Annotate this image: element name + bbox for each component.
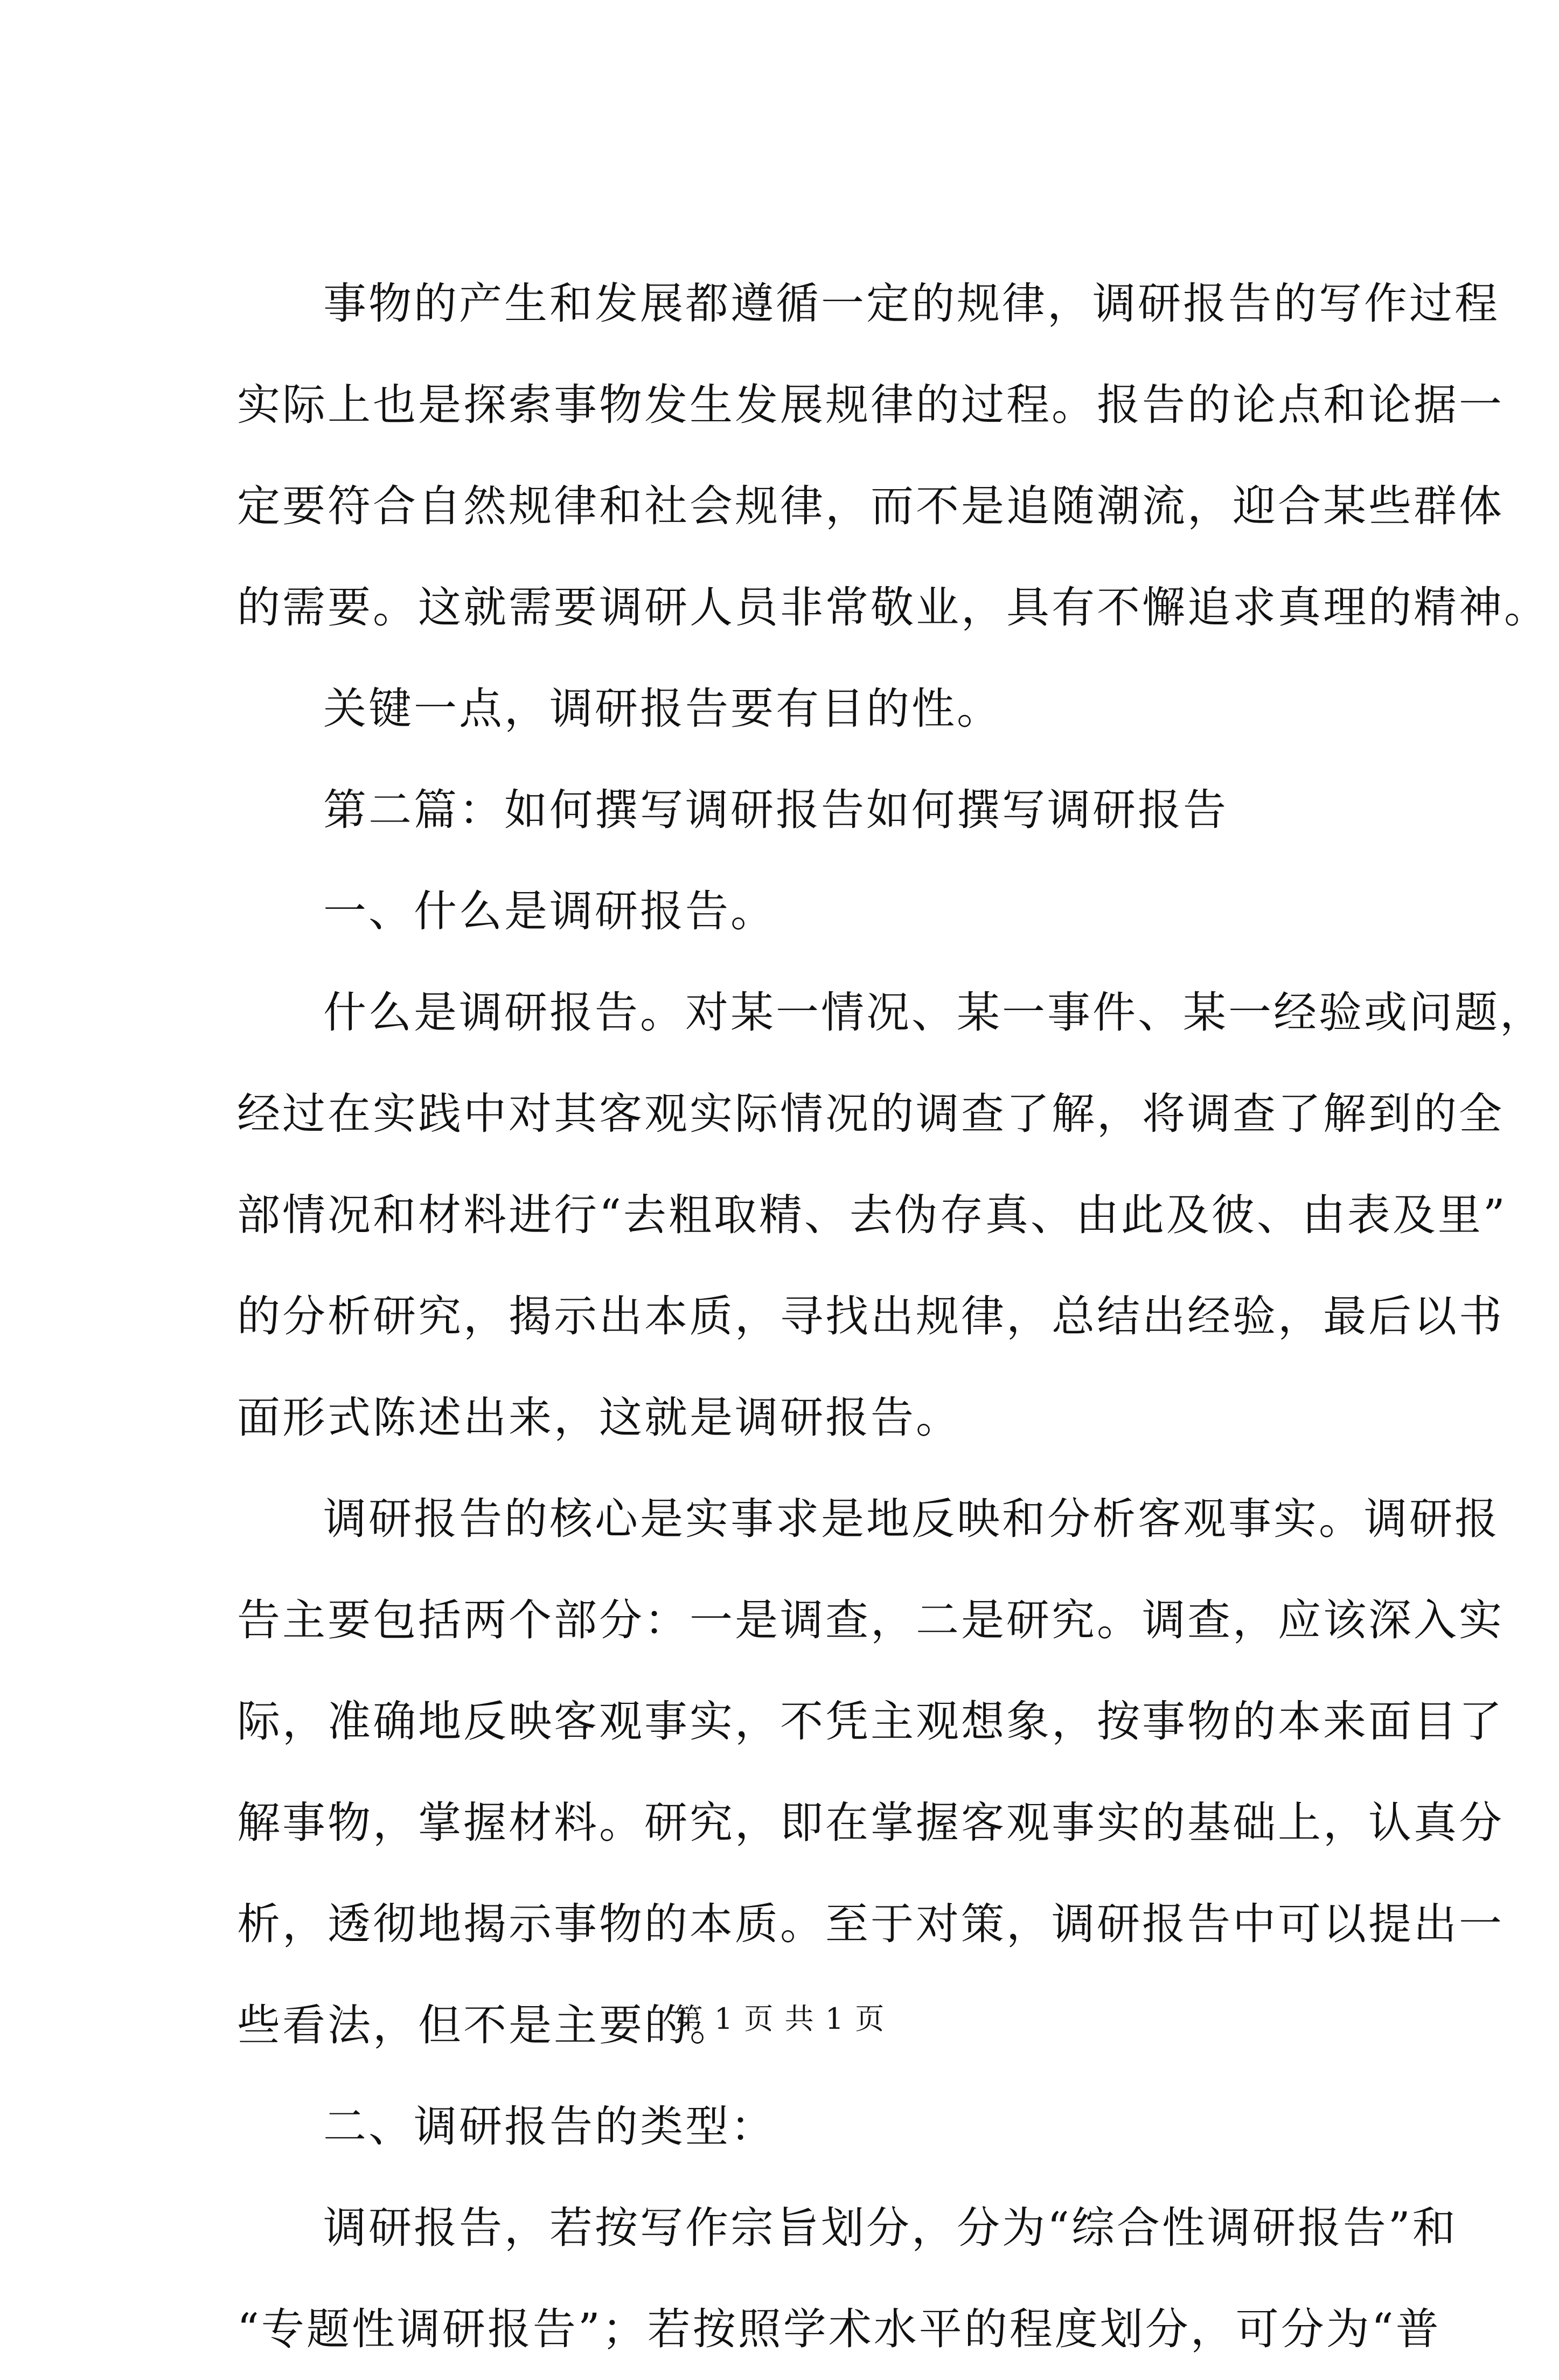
text-line: 关键一点，调研报告要有目的性。: [323, 684, 1002, 734]
text-line: 一、什么是调研报告。: [323, 886, 776, 936]
paragraph: [237, 253, 1549, 658]
text-line: 的分析研究，揭示出本质，寻找出规律，总结出经验，最后以书: [237, 1291, 1504, 1341]
text-line: 什么是调研报告。对某一情况、某一事件、某一经验或问题，: [323, 987, 1545, 1038]
text-line: 调研报告，若按写作宗旨划分，分为“综合性调研报告”和: [323, 2203, 1458, 2253]
page-footer: [0, 1996, 1559, 2037]
section-heading: [237, 2076, 1368, 2177]
section-heading: [237, 760, 1368, 861]
text-line: 实际上也是探索事物发生发展规律的过程。报告的论点和论据一: [237, 380, 1504, 430]
text-line: 调研报告的核心是实事求是地反映和分析客观事实。调研报: [323, 1494, 1500, 1544]
text-line: 面形式陈述出来，这就是调研报告。: [237, 1393, 961, 1443]
section-heading: [237, 861, 1368, 962]
text-line: 二、调研报告的类型：: [323, 2101, 776, 2152]
text-line: 部情况和材料进行“去粗取精、去伪存真、由此及彼、由表及里”: [237, 1190, 1507, 1240]
text-line: “专题性调研报告”；若按照学术水平的程度划分，可分为“普: [237, 2304, 1441, 2354]
paragraph: [237, 2177, 1458, 2380]
page-number-label: 第 1 页 共 1 页: [673, 2002, 886, 2036]
text-line: 际，准确地反映客观事实，不凭主观想象，按事物的本来面目了: [237, 1696, 1504, 1746]
paragraph: [237, 658, 1368, 760]
text-line: 事物的产生和发展都遵循一定的规律，调研报告的写作过程: [323, 279, 1500, 329]
paragraph: [237, 962, 1545, 1469]
text-line: 析，透彻地揭示事物的本质。至于对策，调研报告中可以提出一: [237, 1899, 1504, 1949]
text-line: 经过在实践中对其客观实际情况的调查了解，将调查了解到的全: [237, 1089, 1504, 1139]
text-line: 定要符合自然规律和社会规律，而不是追随潮流，迎合某些群体: [237, 481, 1504, 531]
text-line: 的需要。这就需要调研人员非常敬业，具有不懈追求真理的精神。: [237, 582, 1549, 632]
text-line: 些看法，但不是主要的。: [237, 2000, 735, 2050]
document-body: [237, 253, 1549, 2380]
text-line: 第二篇：如何撰写调研报告如何撰写调研报告: [323, 785, 1228, 835]
text-line: 告主要包括两个部分：一是调查，二是研究。调查，应该深入实: [237, 1595, 1504, 1645]
paragraph: [237, 1469, 1504, 2076]
text-line: 解事物，掌握材料。研究，即在掌握客观事实的基础上，认真分: [237, 1798, 1504, 1848]
